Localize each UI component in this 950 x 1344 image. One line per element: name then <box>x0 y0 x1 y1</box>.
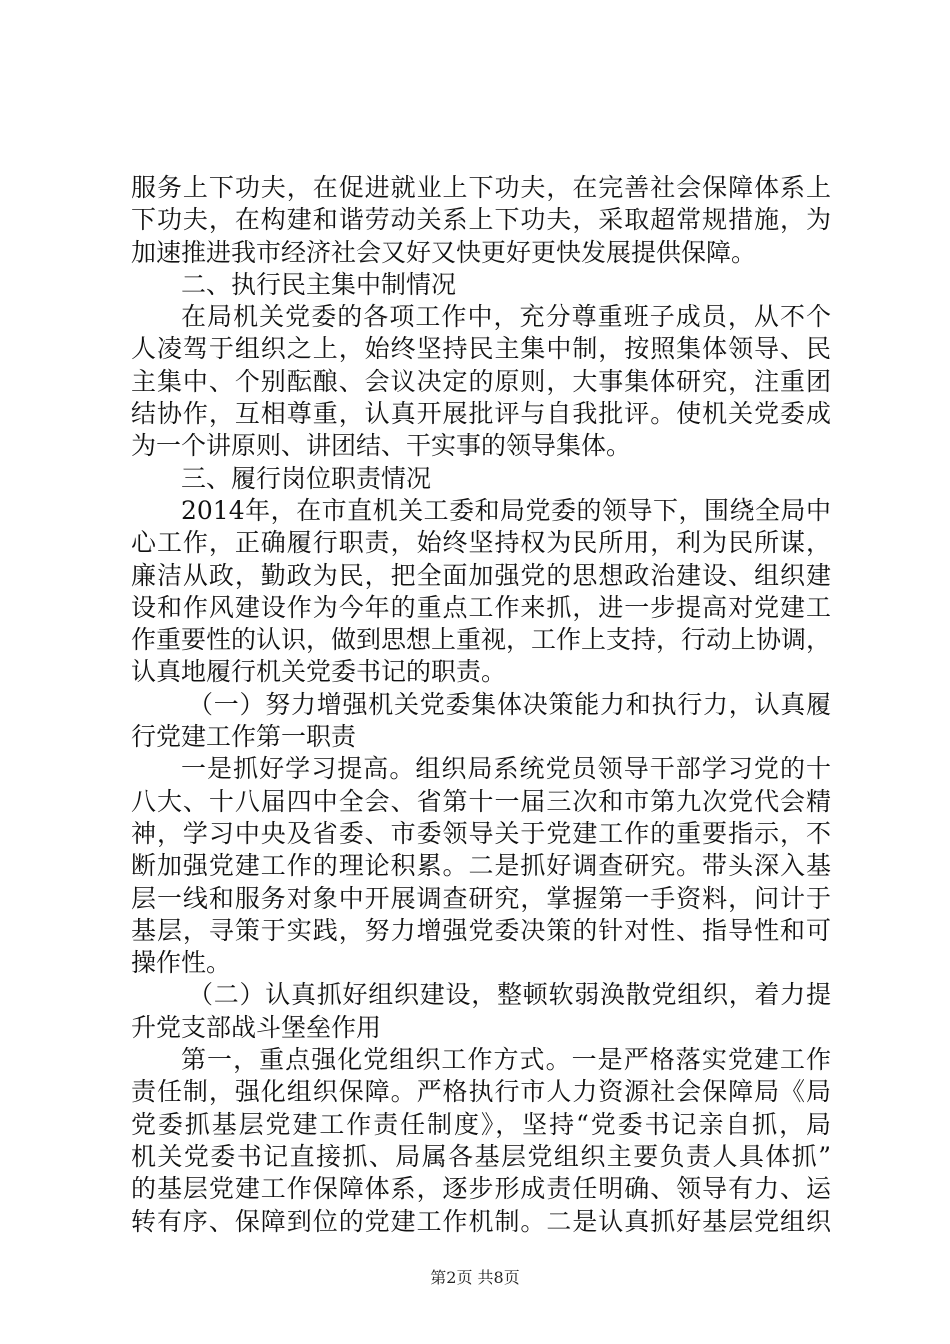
subsection-heading-2-cont: 升党支部战斗堡垒作用 <box>131 1012 382 1042</box>
section-heading-2: 二、执行民主集中制情况 <box>181 269 457 299</box>
text-line-21: 神，学习中央及省委、市委领导关于党建工作的重要指示，不 <box>131 818 831 848</box>
subsection-heading-2: （二）认真抓好组织建设，整顿软弱涣散党组织，着力提 <box>188 980 831 1010</box>
text-line-32: 的基层党建工作保障体系，逐步形成责任明确、领导有力、运 <box>131 1174 831 1204</box>
subsection-heading-1: （一）努力增强机关党委集体决策能力和执行力，认真履 <box>188 689 831 719</box>
text-line-22: 断加强党建工作的理论积累。二是抓好调查研究。带头深入基 <box>131 851 831 881</box>
text-line-3: 加速推进我市经济社会又好又快更好更快发展提供保障。 <box>131 237 757 267</box>
text-line-2: 下功夫，在构建和谐劳动关系上下功夫，采取超常规措施，为 <box>131 205 831 235</box>
text-line-31: 机关党委书记直接抓、局属各基层党组织主要负责人具体抓” <box>131 1141 831 1171</box>
page-number-footer: 第2页 共8页 <box>430 1268 520 1287</box>
text-line-30: 党委抓基层党建工作责任制度》，坚持“党委书记亲自抓，局 <box>131 1109 831 1139</box>
text-line-16: 认真地履行机关党委书记的职责。 <box>131 657 507 687</box>
text-line-33: 转有序、保障到位的党建工作机制。二是认真抓好基层党组织 <box>131 1206 831 1236</box>
text-line-1: 服务上下功夫，在促进就业上下功夫，在完善社会保障体系上 <box>131 173 831 202</box>
text-line-9: 为一个讲原则、讲团结、干实事的领导集体。 <box>131 431 632 461</box>
text-line-11: 2014年，在市直机关工委和局党委的领导下，围绕全局中 <box>181 495 831 525</box>
text-line-29: 责任制，强化组织保障。严格执行市人力资源社会保障局《局 <box>131 1077 831 1107</box>
section-heading-3: 三、履行岗位职责情况 <box>181 463 432 493</box>
text-line-7: 主集中、个别酝酿、会议决定的原则，大事集体研究，注重团 <box>131 366 831 396</box>
text-line-8: 结协作，互相尊重，认真开展批评与自我批评。使机关党委成 <box>131 399 831 429</box>
text-line-12: 心工作，正确履行职责，始终坚持权为民所用，利为民所谋， <box>131 528 831 558</box>
text-line-5: 在局机关党委的各项工作中，充分尊重班子成员，从不个 <box>181 302 831 332</box>
text-line-25: 操作性。 <box>131 948 232 978</box>
subsection-heading-1-cont: 行党建工作第一职责 <box>131 722 357 752</box>
text-line-24: 基层，寻策于实践，努力增强党委决策的针对性、指导性和可 <box>131 915 831 945</box>
document-body <box>131 172 831 1238</box>
text-line-20: 八大、十八届四中全会、省第十一届三次和市第九次党代会精 <box>131 786 831 816</box>
text-line-28: 第一，重点强化党组织工作方式。一是严格落实党建工作 <box>181 1045 831 1075</box>
text-line-19: 一是抓好学习提高。组织局系统党员领导干部学习党的十 <box>181 754 831 784</box>
text-line-13: 廉洁从政，勤政为民，把全面加强党的思想政治建设、组织建 <box>131 560 831 590</box>
text-line-15: 作重要性的认识，做到思想上重视，工作上支持，行动上协调， <box>131 625 831 655</box>
text-line-14: 设和作风建设作为今年的重点工作来抓，进一步提高对党建工 <box>131 592 831 622</box>
text-line-23: 层一线和服务对象中开展调查研究，掌握第一手资料，问计于 <box>131 883 831 913</box>
text-line-6: 人凌驾于组织之上，始终坚持民主集中制，按照集体领导、民 <box>131 334 831 364</box>
